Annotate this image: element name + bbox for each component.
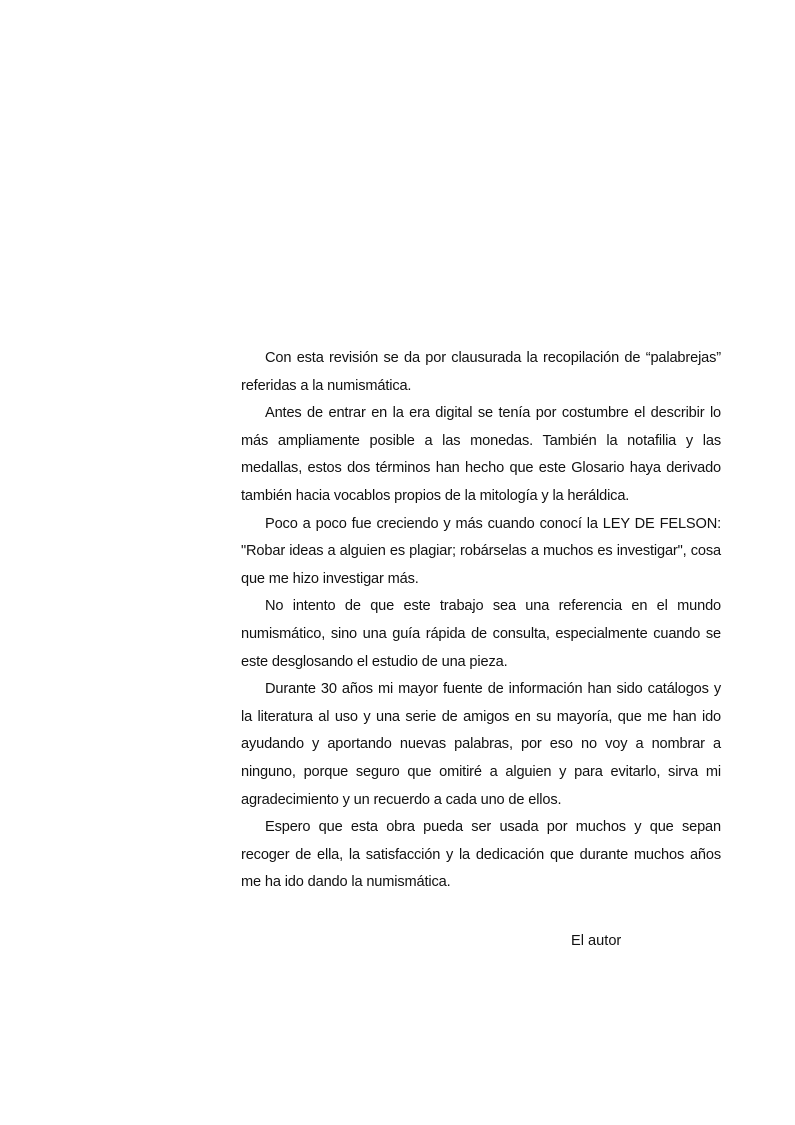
paragraph-acknowledgements: Durante 30 años mi mayor fuente de información han sido catálogos y la literatura al uso y una serie de amigos en su mayoría, que me han ido ayudando y aportando nuevas palabras, por eso no voy a nombrar a ninguno, porque seguro que omitiré a alguien y para evitarlo, sirva mi agradecimiento y un recuerdo a cada uno de ellos. — [241, 681, 721, 808]
paragraph-closing-wish: Espero que esta obra pueda ser usada por muchos y que sepan recoger de ella, la satisfacción y la dedicación que durante muchos años me ha ido dando la numismática. — [241, 819, 721, 891]
body-text — [241, 345, 721, 897]
author-signature: El autor — [571, 933, 622, 949]
paragraph-digital-era: Antes de entrar en la era digital se tenía por costumbre el describir lo más ampliamente posible a las monedas. También la notafilia y las medallas, estos dos términos han hecho que este Glosario haya derivado también hacia vocablos propios de la mitología y la heráldica. — [241, 405, 721, 504]
paragraph-felson-law: Poco a poco fue creciendo y más cuando conocí la LEY DE FELSON: "Robar ideas a alguien es plagiar; robárselas a muchos es investigar", cosa que me hizo investigar más. — [241, 515, 721, 587]
paragraph-purpose: No intento de que este trabajo sea una referencia en el mundo numismático, sino una guía rápida de consulta, especialmente cuando se este desglosando el estudio de una pieza. — [241, 598, 721, 670]
paragraph-closing-revision: Con esta revisión se da por clausurada la recopilación de “palabrejas” referidas a la numismática. — [241, 350, 721, 394]
